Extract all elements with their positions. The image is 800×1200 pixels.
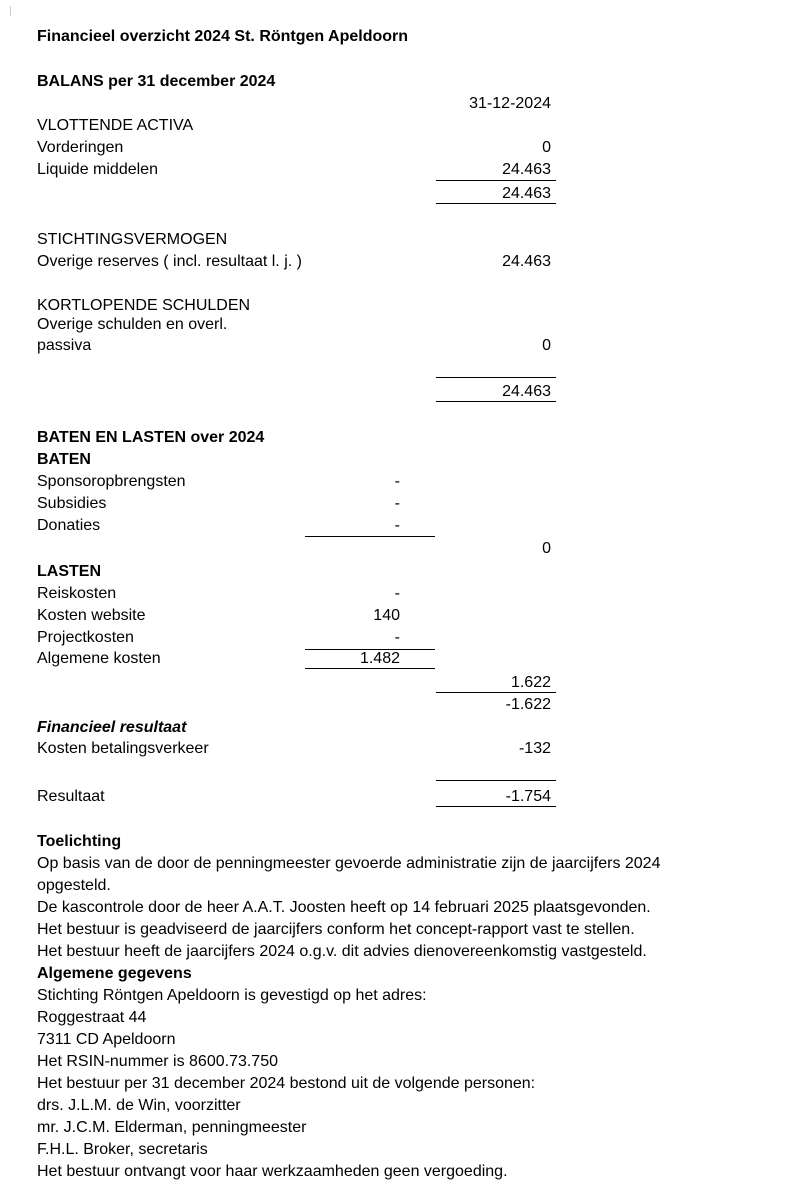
lasten-heading: LASTEN — [37, 563, 101, 580]
page-corner-mark — [10, 6, 11, 16]
kortlopende-schulden-heading: KORTLOPENDE SCHULDEN — [37, 297, 251, 314]
balans-date-column: 31-12-2024 — [469, 95, 551, 112]
balans-heading: BALANS per 31 december 2024 — [37, 73, 276, 90]
kosten-website-label: Kosten website — [37, 607, 146, 624]
donaties-value: - — [394, 517, 400, 534]
financieel-resultaat-heading: Financieel resultaat — [37, 719, 187, 736]
toelichting-line: opgesteld. — [37, 877, 111, 894]
overige-schulden-value: 0 — [542, 337, 551, 354]
algemene-gegevens-line: Roggestraat 44 — [37, 1009, 147, 1026]
subsidies-value: - — [394, 495, 400, 512]
liquide-middelen-value: 24.463 — [502, 161, 551, 178]
reiskosten-value: - — [394, 585, 400, 602]
sponsoropbrengsten-value: - — [394, 473, 400, 490]
passiva-total-value: 24.463 — [502, 383, 551, 400]
toelichting-line: Het bestuur is geadviseerd de jaarcijfers conform het concept-rapport vast te stellen. — [37, 921, 635, 938]
vorderingen-label: Vorderingen — [37, 139, 124, 156]
algemene-gegevens-line: 7311 CD Apeldoorn — [37, 1031, 176, 1048]
toelichting-line: Op basis van de door de penningmeester gevoerde administratie zijn de jaarcijfers 2024 — [37, 855, 661, 872]
algemene-kosten-label: Algemene kosten — [37, 650, 161, 667]
algemene-gegevens-line: Het bestuur ontvangt voor haar werkzaamheden geen vergoeding. — [37, 1163, 508, 1180]
resultaat-rule-top — [436, 780, 556, 781]
resultaat-rule-bottom — [436, 806, 556, 807]
lasten-total-value: 1.622 — [510, 674, 551, 691]
sponsoropbrengsten-label: Sponsoropbrengsten — [37, 473, 186, 490]
algemene-gegevens-heading: Algemene gegevens — [37, 965, 192, 982]
toelichting-line: Het bestuur heeft de jaarcijfers 2024 o.g.v. dit advies dienovereenkomstig vastgesteld. — [37, 943, 647, 960]
algemene-kosten-value: 1.482 — [359, 650, 400, 667]
overige-reserves-label: Overige reserves ( incl. resultaat l. j. ) — [37, 253, 302, 270]
liquide-middelen-label: Liquide middelen — [37, 161, 158, 178]
lasten-subtotal-rule-bottom — [305, 668, 435, 669]
overige-reserves-value: 24.463 — [502, 253, 551, 270]
toelichting-line: De kascontrole door de heer A.A.T. Joosten heeft op 14 februari 2025 plaatsgevonden. — [37, 899, 651, 916]
kosten-betalingsverkeer-label: Kosten betalingsverkeer — [37, 740, 209, 757]
algemene-gegevens-line: drs. J.L.M. de Win, voorzitter — [37, 1097, 241, 1114]
projectkosten-label: Projectkosten — [37, 629, 134, 646]
passiva-rule-bottom — [436, 401, 556, 402]
baten-heading: BATEN — [37, 451, 91, 468]
reiskosten-label: Reiskosten — [37, 585, 117, 602]
baten-total-value: 0 — [542, 540, 551, 557]
algemene-gegevens-line: mr. J.C.M. Elderman, penningmeester — [37, 1119, 307, 1136]
algemene-gegevens-line: F.H.L. Broker, secretaris — [37, 1141, 208, 1158]
vlottende-activa-heading: VLOTTENDE ACTIVA — [37, 117, 194, 134]
activa-rule-top — [436, 180, 556, 181]
passiva-rule-top — [436, 377, 556, 378]
saldo-value: -1.622 — [505, 696, 551, 713]
baten-subtotal-rule — [305, 536, 435, 537]
resultaat-value: -1.754 — [505, 788, 551, 805]
subsidies-label: Subsidies — [37, 495, 107, 512]
algemene-gegevens-line: Stichting Röntgen Apeldoorn is gevestigd op het adres: — [37, 987, 427, 1004]
stichtingsvermogen-heading: STICHTINGSVERMOGEN — [37, 231, 228, 248]
document-title: Financieel overzicht 2024 St. Röntgen Apeldoorn — [37, 28, 409, 45]
lasten-total-rule — [436, 692, 556, 693]
overige-schulden-label-line1: Overige schulden en overl. — [37, 316, 228, 333]
projectkosten-value: - — [394, 629, 400, 646]
resultaat-label: Resultaat — [37, 788, 105, 805]
activa-rule-bottom — [436, 203, 556, 204]
donaties-label: Donaties — [37, 517, 101, 534]
baten-lasten-heading: BATEN EN LASTEN over 2024 — [37, 429, 265, 446]
algemene-gegevens-line: Het bestuur per 31 december 2024 bestond uit de volgende personen: — [37, 1075, 536, 1092]
kosten-website-value: 140 — [373, 607, 400, 624]
vorderingen-value: 0 — [542, 139, 551, 156]
activa-total-value: 24.463 — [502, 185, 551, 202]
algemene-gegevens-line: Het RSIN-nummer is 8600.73.750 — [37, 1053, 278, 1070]
toelichting-heading: Toelichting — [37, 833, 122, 850]
overige-schulden-label-line2: passiva — [37, 337, 92, 354]
kosten-betalingsverkeer-value: -132 — [518, 740, 551, 757]
